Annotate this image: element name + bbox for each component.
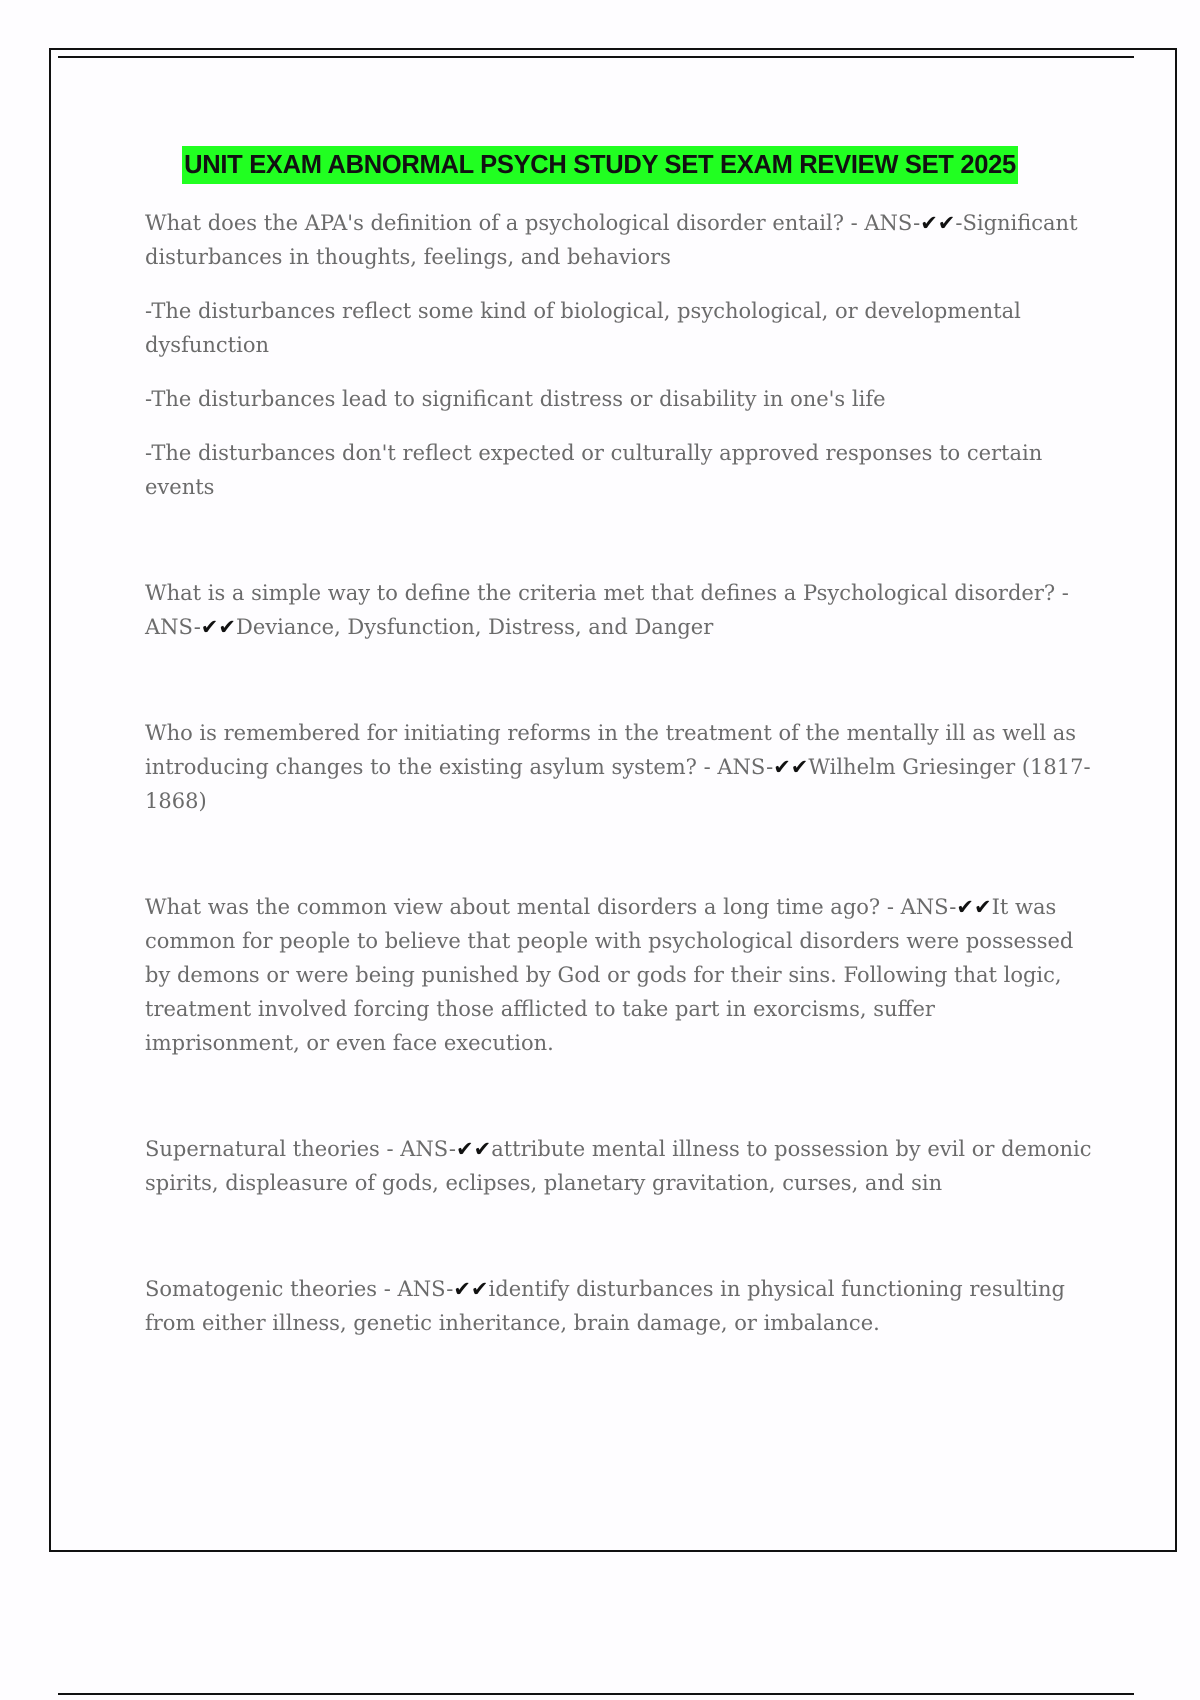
- question-text: What is a simple way to define the criteria met that defines a Psychological disorder? - ANS-: [145, 581, 1069, 639]
- check-mark-icon: ✔✔: [773, 755, 809, 779]
- document-content: [145, 206, 1095, 1360]
- answer-text: attribute mental illness to possession by evil or demonic spirits, displeasure of gods, eclipses, planetary gravitation, curses, and sin: [145, 1137, 1092, 1195]
- answer-text: identify disturbances in physical functioning resulting from either illness, genetic inheritance, brain damage, or imbalance.: [145, 1277, 1065, 1335]
- check-mark-icon: ✔✔: [453, 1277, 489, 1301]
- check-mark-icon: ✔✔: [956, 895, 992, 919]
- answer-text: Wilhelm Griesinger (1817-1868): [145, 755, 1091, 813]
- qa-item: [145, 716, 1095, 818]
- answer-line: -The disturbances don't reflect expected or culturally approved responses to certain events: [145, 441, 1043, 499]
- qa-item: [145, 206, 1095, 274]
- qa-item: [145, 576, 1095, 644]
- question-text: Supernatural theories - ANS-: [145, 1137, 457, 1161]
- document-title: UNIT EXAM ABNORMAL PSYCH STUDY SET EXAM REVIEW SET 2025: [182, 146, 1018, 184]
- question-text: Somatogenic theories - ANS-: [145, 1277, 454, 1301]
- top-rule: [58, 56, 1134, 58]
- check-mark-icon: ✔✔: [200, 615, 236, 639]
- answer-line: -Significant disturbances in thoughts, feelings, and behaviors: [145, 211, 1078, 269]
- qa-item: [145, 1272, 1095, 1340]
- question-text: Who is remembered for initiating reforms in the treatment of the mentally ill as well as introducing changes to the existing asylum system? - ANS-: [145, 721, 1077, 779]
- answer-line: -The disturbances lead to significant distress or disability in one's life: [145, 387, 886, 411]
- qa-item: [145, 1132, 1095, 1200]
- answer-line: -The disturbances reflect some kind of biological, psychological, or developmental dysfunction: [145, 299, 1021, 357]
- qa-item: [145, 890, 1095, 1060]
- bottom-rule: [58, 1693, 1134, 1695]
- answer-text: It was common for people to believe that people with psychological disorders were possessed by demons or were being punished by God or gods for their sins. Following that logic, treatment involved forcing those afflicted to take part in exorcisms, suffer imprisonment, or even face execution.: [145, 895, 1074, 1055]
- title-container: [0, 146, 1200, 184]
- check-mark-icon: ✔✔: [920, 211, 956, 235]
- check-mark-icon: ✔✔: [456, 1137, 492, 1161]
- question-text: What was the common view about mental disorders a long time ago? - ANS-: [145, 895, 957, 919]
- question-text: What does the APA's definition of a psychological disorder entail? - ANS-: [145, 211, 921, 235]
- answer-text: Deviance, Dysfunction, Distress, and Danger: [236, 615, 714, 639]
